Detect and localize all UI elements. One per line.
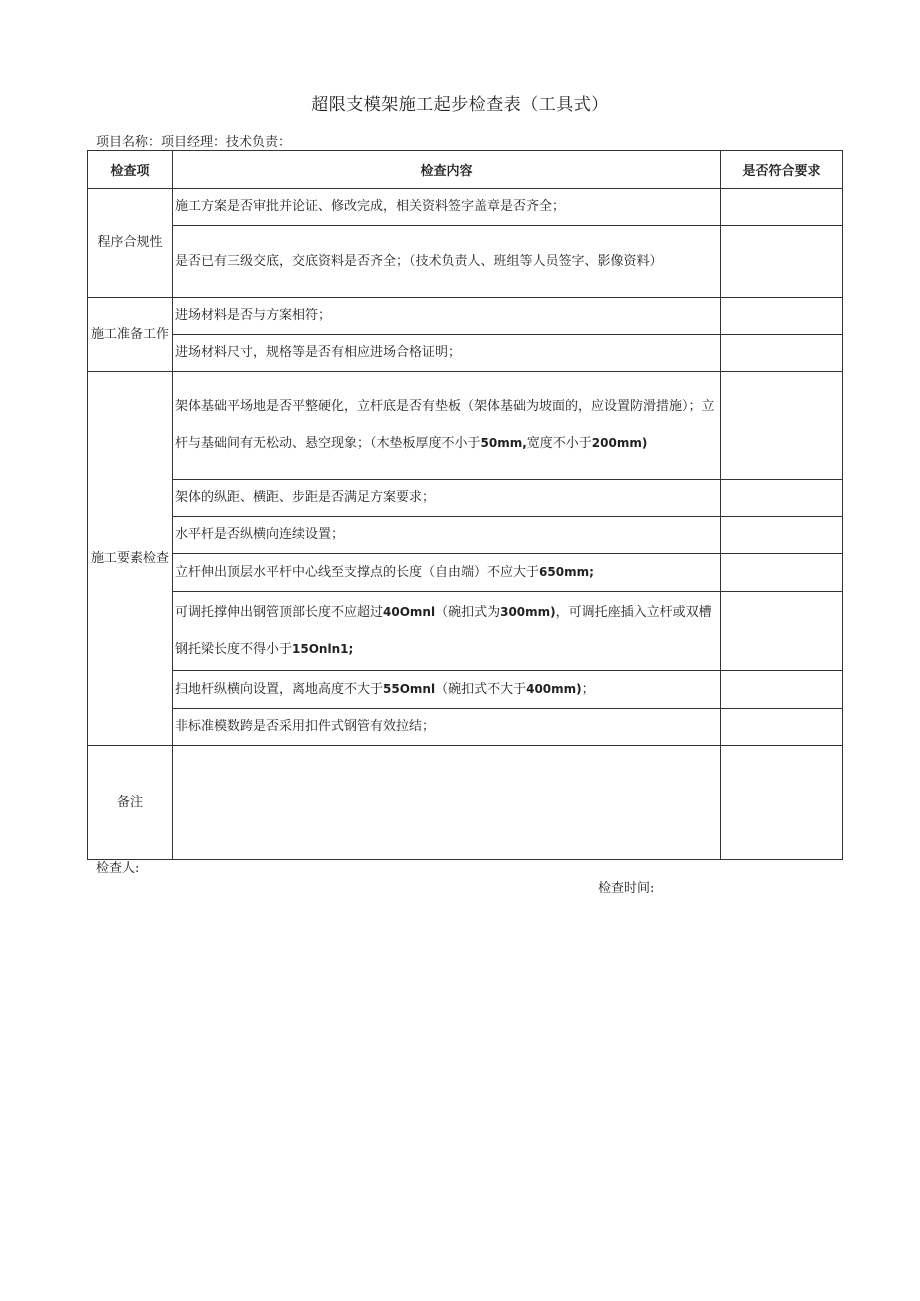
table-row xyxy=(88,335,843,372)
table-row xyxy=(88,372,843,480)
inspector-label: 检查人: xyxy=(96,861,140,876)
table-row xyxy=(88,517,843,554)
check-content: 进场材料是否与方案相符； xyxy=(173,298,721,335)
check-content: 是否已有三级交底，交底资料是否齐全；（技术负责人、班组等人员签字、影像资料） xyxy=(173,226,721,298)
table-row xyxy=(88,709,843,746)
table-row xyxy=(88,189,843,226)
compliance-cell[interactable] xyxy=(721,372,843,480)
remarks-row xyxy=(88,746,843,860)
header-compliance: 是否符合要求 xyxy=(721,151,843,189)
table-row xyxy=(88,671,843,709)
check-content: 架体基础平场地是否平整硬化，立杆底是否有垫板（架体基础为坡面的，应设置防滑措施）；立杆与基础间有无松动、悬空现象；（木垫板厚度不小于50mm,宽度不小于200mm) xyxy=(173,372,721,480)
table-row xyxy=(88,592,843,671)
category-preparation: 施工准备工作 xyxy=(88,298,173,372)
project-info-line: 项目名称：项目经理：技术负责： xyxy=(96,135,292,150)
check-content: 架体的纵距、横距、步距是否满足方案要求； xyxy=(173,480,721,517)
remarks-content[interactable] xyxy=(173,746,721,860)
header-check-item: 检查项 xyxy=(88,151,173,189)
table-row xyxy=(88,480,843,517)
table-row xyxy=(88,226,843,298)
check-content: 扫地杆纵横向设置，离地高度不大于55Omnl（碗扣式不大于400mm)； xyxy=(173,671,721,709)
compliance-cell[interactable] xyxy=(721,671,843,709)
compliance-cell[interactable] xyxy=(721,709,843,746)
page-title: 超限支模架施工起步检查表（工具式） xyxy=(311,95,609,115)
header-row xyxy=(88,151,843,189)
table-row xyxy=(88,298,843,335)
compliance-cell[interactable] xyxy=(721,554,843,592)
compliance-cell[interactable] xyxy=(721,517,843,554)
remarks-result[interactable] xyxy=(721,746,843,860)
header-check-content: 检查内容 xyxy=(173,151,721,189)
check-content: 施工方案是否审批并论证、修改完成，相关资料签字盖章是否齐全； xyxy=(173,189,721,226)
compliance-cell[interactable] xyxy=(721,335,843,372)
check-content: 进场材料尺寸，规格等是否有相应进场合格证明； xyxy=(173,335,721,372)
compliance-cell[interactable] xyxy=(721,592,843,671)
checklist-table xyxy=(87,150,843,860)
check-content: 立杆伸出顶层水平杆中心线至支撑点的长度（自由端）不应大于650mm; xyxy=(173,554,721,592)
compliance-cell[interactable] xyxy=(721,298,843,335)
check-content: 水平杆是否纵横向连续设置； xyxy=(173,517,721,554)
compliance-cell[interactable] xyxy=(721,189,843,226)
check-content: 非标准模数跨是否采用扣件式钢管有效拉结； xyxy=(173,709,721,746)
table-row xyxy=(88,554,843,592)
compliance-cell[interactable] xyxy=(721,226,843,298)
category-remarks: 备注 xyxy=(88,746,173,860)
inspection-time-label: 检查时间: xyxy=(598,881,655,896)
category-elements: 施工要素检查 xyxy=(88,372,173,746)
compliance-cell[interactable] xyxy=(721,480,843,517)
category-procedure: 程序合规性 xyxy=(88,189,173,298)
check-content: 可调托撑伸出钢管顶部长度不应超过40Omnl（碗扣式为300mm)，可调托座插入立杆或双槽钢托梁长度不得小于15Onln1; xyxy=(173,592,721,671)
